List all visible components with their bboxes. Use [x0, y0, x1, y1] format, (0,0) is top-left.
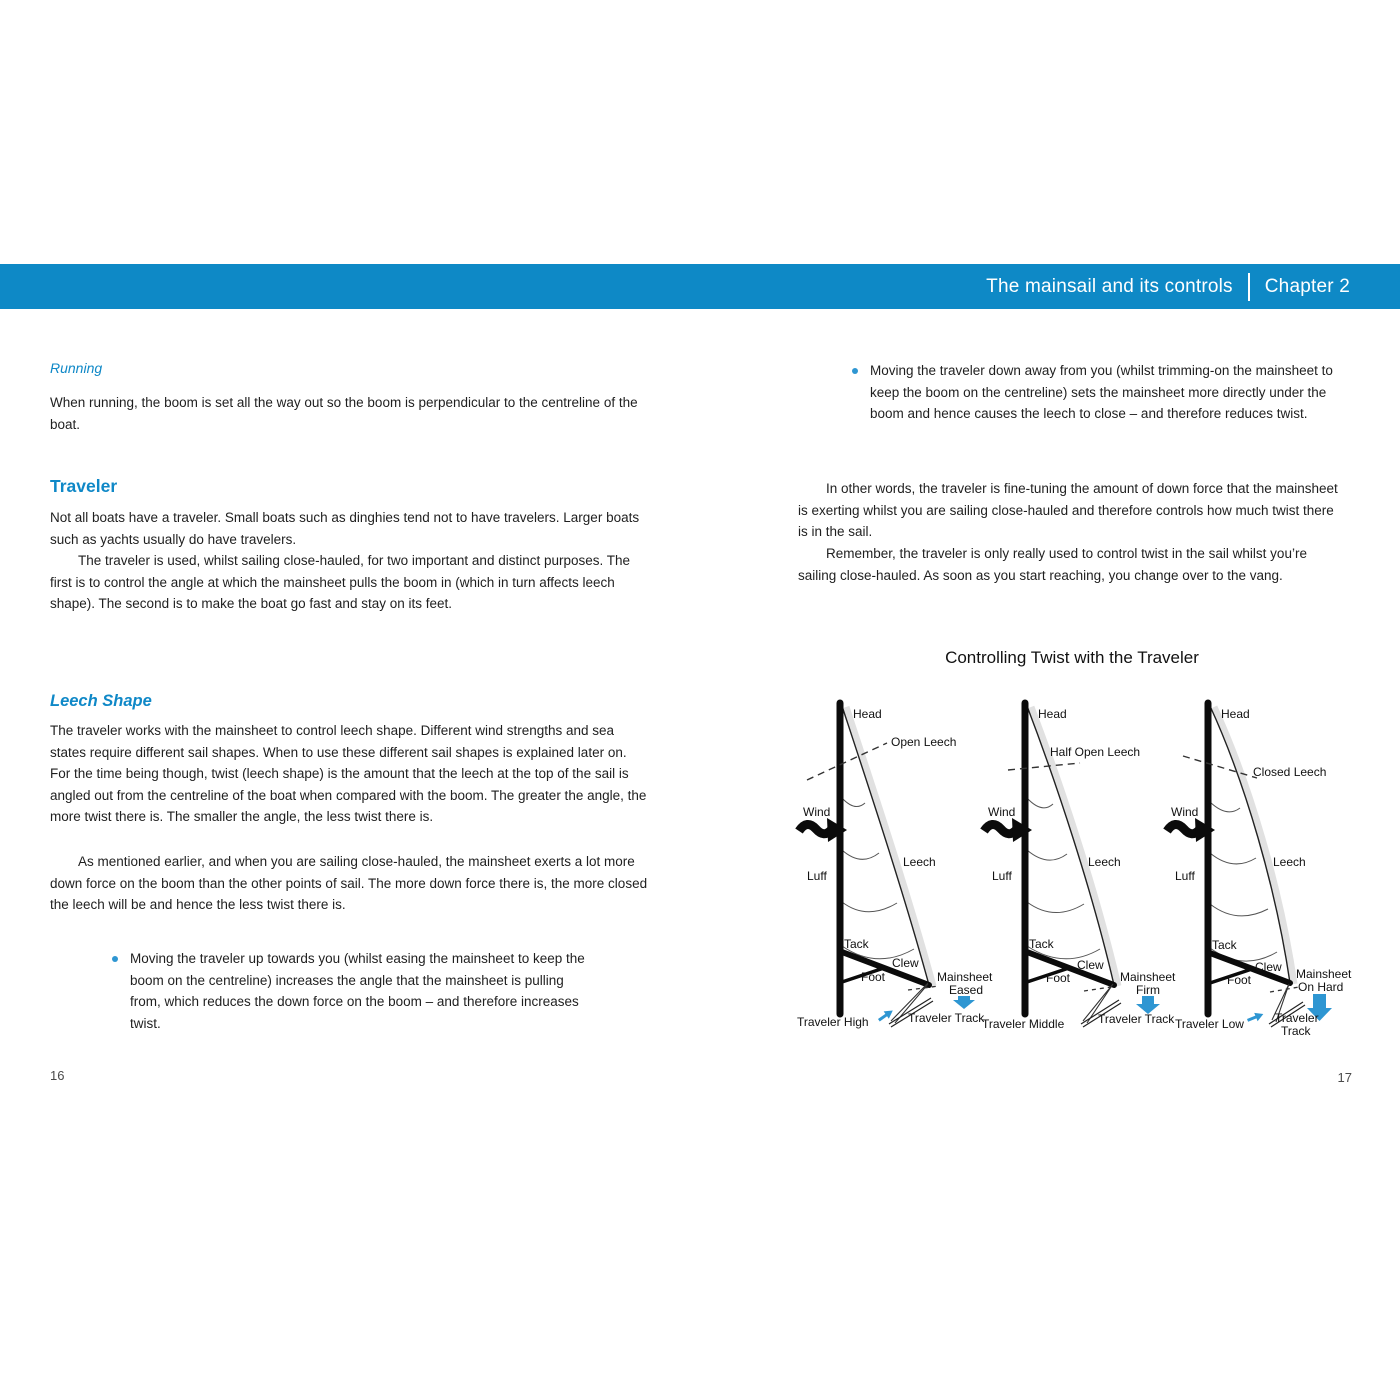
- sail-diagram-open-leech: [795, 690, 1000, 1040]
- tack-label: Tack: [844, 937, 869, 951]
- draft-stripe: [1210, 904, 1268, 916]
- traveler-track-label-line1: Traveler: [1275, 1011, 1319, 1025]
- twist-label: Half Open Leech: [1050, 745, 1141, 759]
- chapter-header-divider: [1248, 273, 1250, 301]
- twist-label: Closed Leech: [1253, 765, 1327, 779]
- right-paragraph-1: In other words, the traveler is fine-tuning the amount of down force that the mainsheet is exerting whilst you are sailing close-hauled and therefore controls how much twist there is in the sail.: [798, 481, 1338, 539]
- chapter-header-band: [0, 264, 1400, 309]
- luff-label: Luff: [992, 869, 1012, 883]
- twist-angle-dashed-line: [807, 743, 887, 780]
- leech-shape-paragraph-2: As mentioned earlier, and when you are sailing close-hauled, the mainsheet exerts a lot more down force on the boom than the other points of sail. The more down force there is, the more closed the leech will be and hence the less twist there is.: [50, 854, 648, 912]
- running-paragraph: When running, the boom is set all the way out so the boom is perpendicular to the centreline of the boat.: [50, 395, 638, 432]
- boom-position-dashed-line: [1270, 987, 1299, 992]
- luff-label: Luff: [1175, 869, 1195, 883]
- foot-label: Foot: [1046, 971, 1071, 985]
- mainsheet-eased-arrow-icon: [953, 996, 975, 1009]
- bullet-icon: [112, 956, 118, 962]
- left-bullet-text: Moving the traveler up towards you (whilst easing the mainsheet to keep the boom on the centreline) increases the angle that the mainsheet is pulling from, which reduces the down force on the boom – and therefore increases twist.: [130, 951, 585, 1031]
- chapter-header-chapter: Chapter 2: [1264, 275, 1350, 297]
- wind-label: Wind: [803, 805, 831, 819]
- traveler-track-label: Traveler Track: [908, 1011, 985, 1025]
- draft-stripe: [842, 850, 879, 859]
- sail-diagram-closed-leech: [1163, 690, 1368, 1040]
- head-label: Head: [1038, 707, 1067, 721]
- traveler-track-label-line2: Track: [1281, 1024, 1311, 1038]
- traveler-low-arrow-icon: [1246, 1010, 1265, 1025]
- clew-label: Clew: [1077, 958, 1104, 972]
- draft-stripe: [1210, 853, 1256, 864]
- wind-arrow-icon: [984, 824, 1016, 833]
- tack-label: Tack: [1212, 938, 1237, 952]
- wind-arrow-icon: [1167, 824, 1199, 833]
- head-label: Head: [1221, 707, 1250, 721]
- foot-label: Foot: [1227, 973, 1252, 987]
- wind-label: Wind: [1171, 805, 1199, 819]
- mainsheet-label-line1: Mainsheet: [1120, 970, 1176, 984]
- leech-label: Leech: [1088, 855, 1121, 869]
- traveler-track-label: Traveler Track: [1098, 1012, 1175, 1026]
- traveler-heading: Traveler: [50, 476, 118, 496]
- luff-label: Luff: [807, 869, 827, 883]
- twist-angle-dashed-line: [1183, 756, 1257, 778]
- traveler-position-label: Traveler Low: [1175, 1017, 1244, 1031]
- sail-diagram-half-open-leech: [980, 690, 1185, 1040]
- twist-label: Open Leech: [891, 735, 957, 749]
- draft-stripe: [842, 798, 865, 807]
- tack-label: Tack: [1029, 937, 1054, 951]
- draft-stripe: [1027, 902, 1084, 913]
- left-page-number: 16: [50, 1068, 65, 1083]
- traveler-position-label: Traveler Middle: [982, 1017, 1065, 1031]
- boom-position-dashed-line: [1084, 987, 1111, 991]
- right-page-number: 17: [1337, 1070, 1352, 1085]
- foot-label: Foot: [861, 970, 886, 984]
- diagram-title: Controlling Twist with the Traveler: [945, 648, 1199, 667]
- traveler-paragraph-2: The traveler is used, whilst sailing close-hauled, for two important and distinct purposes. The first is to control the angle at which the mainsheet pulls the boom in (which in turn affects leech shape). The second is to make the boat go fast and stay on its feet.: [50, 553, 631, 611]
- chapter-header-title: The mainsail and its controls: [986, 275, 1233, 297]
- right-bullet-text: Moving the traveler down away from you (whilst trimming-on the mainsheet to keep the boom on the centreline) sets the mainsheet more directly under the boom and hence causes the leech to close – and therefore reduces twist.: [870, 363, 1333, 421]
- mainsheet-label-line1: Mainsheet: [1296, 967, 1352, 981]
- leech-label: Leech: [903, 855, 936, 869]
- right-paragraph-2: Remember, the traveler is only really used to control twist in the sail whilst you’re sailing close-hauled. As soon as you start reaching, you change over to the vang.: [798, 546, 1307, 583]
- left-bullet-item: [112, 948, 602, 1034]
- mainsheet-label-line2: On Hard: [1298, 980, 1344, 994]
- draft-stripe: [1027, 798, 1053, 808]
- leech-shape-paragraph-1: The traveler works with the mainsheet to control leech shape. Different wind strengths and sea states require different sail shapes. When to use these different sail shapes is explained later on. For the time being though, twist (leech shape) is the amount that the leech at the top of the sail is angled out from the centreline of the boat when compared with the boom. The greater the angle, the more twist there is. The smaller the angle, the less twist there is.: [50, 723, 647, 824]
- draft-stripe: [1027, 850, 1067, 860]
- twist-angle-dashed-line: [1008, 763, 1080, 770]
- mainsheet-label-line2: Firm: [1136, 983, 1160, 997]
- bullet-icon: [852, 368, 858, 374]
- wind-arrow-icon: [799, 824, 831, 833]
- right-bullet-item: [852, 360, 1352, 425]
- running-subheading: Running: [50, 360, 103, 376]
- mainsheet-label-line1: Mainsheet: [937, 970, 993, 984]
- draft-stripe: [1210, 802, 1240, 812]
- leech-shape-heading: Leech Shape: [50, 692, 152, 710]
- mainsheet-label-line2: Eased: [949, 983, 984, 997]
- clew-label: Clew: [892, 956, 919, 970]
- traveler-paragraph-1: Not all boats have a traveler. Small boats such as dinghies tend not to have travelers. Larger boats such as yachts usually do have travelers.: [50, 510, 640, 547]
- draft-stripe: [842, 902, 897, 912]
- head-label: Head: [853, 707, 882, 721]
- clew-label: Clew: [1255, 960, 1282, 974]
- leech-label: Leech: [1273, 855, 1306, 869]
- wind-label: Wind: [988, 805, 1016, 819]
- traveler-position-label: Traveler High: [797, 1015, 869, 1029]
